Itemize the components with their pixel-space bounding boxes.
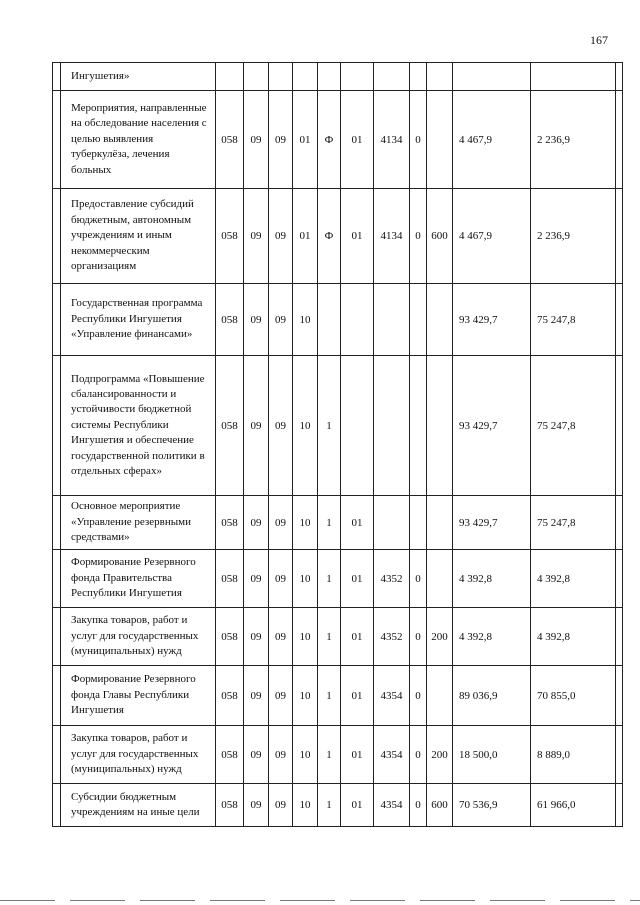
- program-code-cell: 10: [293, 356, 318, 496]
- row-marker-cell: [53, 63, 61, 91]
- amount-1-cell: 4 392,8: [453, 608, 531, 666]
- section-code-cell: [244, 63, 269, 91]
- subprogram-code-cell: 1: [318, 784, 341, 827]
- direction-code-cell: [374, 356, 410, 496]
- expense-type-cell: 600: [427, 189, 453, 284]
- amount-1-cell: [453, 63, 531, 91]
- event-code-cell: [341, 356, 374, 496]
- subprogram-code-cell: 1: [318, 726, 341, 784]
- ministry-code-cell: 058: [216, 726, 244, 784]
- amount-1-cell: 70 536,9: [453, 784, 531, 827]
- row-tail-cell: [616, 784, 623, 827]
- row-name-cell: Закупка товаров, работ и услуг для государственных (муниципальных) нужд: [61, 608, 216, 666]
- direction-code-cell: 4354: [374, 726, 410, 784]
- table-row: [53, 784, 623, 827]
- amount-2-cell: 61 966,0: [531, 784, 616, 827]
- row-name-cell: Субсидии бюджетным учреждениям на иные цели: [61, 784, 216, 827]
- program-code-cell: [293, 63, 318, 91]
- direction-code-cell: [374, 63, 410, 91]
- row-marker-cell: [53, 189, 61, 284]
- section-code-cell: 09: [244, 608, 269, 666]
- subprogram-code-cell: 1: [318, 496, 341, 550]
- direction-code-cell: 4352: [374, 608, 410, 666]
- subprogram-code-cell: [318, 284, 341, 356]
- program-code-cell: 10: [293, 496, 318, 550]
- amount-2-cell: 4 392,8: [531, 608, 616, 666]
- amount-2-cell: 4 392,8: [531, 550, 616, 608]
- expense-type-cell: [427, 284, 453, 356]
- budget-table: [52, 62, 623, 827]
- amount-1-cell: 4 467,9: [453, 189, 531, 284]
- event-code-cell: 01: [341, 608, 374, 666]
- amount-2-cell: [531, 63, 616, 91]
- table-row: [53, 496, 623, 550]
- row-name-cell: Основное мероприятие «Управление резервными средствами»: [61, 496, 216, 550]
- expense-type-cell: 600: [427, 784, 453, 827]
- row-marker-cell: [53, 356, 61, 496]
- section-code-cell: 09: [244, 784, 269, 827]
- section-code-cell: 09: [244, 550, 269, 608]
- expense-type-cell: [427, 550, 453, 608]
- event-code-cell: 01: [341, 666, 374, 726]
- program-code-cell: 10: [293, 726, 318, 784]
- row-name-cell: Ингушетия»: [61, 63, 216, 91]
- subsection-code-cell: 09: [269, 608, 293, 666]
- direction-code-cell: 4134: [374, 91, 410, 189]
- subsection-code-cell: 09: [269, 666, 293, 726]
- row-name-cell: Предоставление субсидий бюджетным, автономным учреждениям и иным некоммерческим организациям: [61, 189, 216, 284]
- subprogram-code-cell: 1: [318, 666, 341, 726]
- bottom-scan-rule: [0, 900, 640, 901]
- program-code-cell: 10: [293, 284, 318, 356]
- row-tail-cell: [616, 63, 623, 91]
- ministry-code-cell: 058: [216, 189, 244, 284]
- row-marker-cell: [53, 784, 61, 827]
- subsection-code-cell: 09: [269, 189, 293, 284]
- row-tail-cell: [616, 496, 623, 550]
- sub-code-cell: 0: [410, 666, 427, 726]
- sub-code-cell: 0: [410, 784, 427, 827]
- amount-1-cell: 93 429,7: [453, 496, 531, 550]
- direction-code-cell: 4354: [374, 666, 410, 726]
- event-code-cell: 01: [341, 91, 374, 189]
- subsection-code-cell: 09: [269, 91, 293, 189]
- row-marker-cell: [53, 91, 61, 189]
- direction-code-cell: 4134: [374, 189, 410, 284]
- ministry-code-cell: [216, 63, 244, 91]
- subsection-code-cell: 09: [269, 496, 293, 550]
- row-tail-cell: [616, 189, 623, 284]
- sub-code-cell: [410, 356, 427, 496]
- expense-type-cell: [427, 496, 453, 550]
- row-marker-cell: [53, 550, 61, 608]
- table-row: [53, 666, 623, 726]
- expense-type-cell: 200: [427, 608, 453, 666]
- row-name-cell: Государственная программа Республики Ингушетия «Управление финансами»: [61, 284, 216, 356]
- row-marker-cell: [53, 726, 61, 784]
- amount-1-cell: 93 429,7: [453, 356, 531, 496]
- row-tail-cell: [616, 550, 623, 608]
- direction-code-cell: [374, 284, 410, 356]
- row-tail-cell: [616, 91, 623, 189]
- event-code-cell: 01: [341, 784, 374, 827]
- table-row: [53, 356, 623, 496]
- table-row: [53, 550, 623, 608]
- expense-type-cell: [427, 91, 453, 189]
- ministry-code-cell: 058: [216, 784, 244, 827]
- program-code-cell: 10: [293, 666, 318, 726]
- event-code-cell: [341, 284, 374, 356]
- table-row: [53, 189, 623, 284]
- amount-1-cell: 4 467,9: [453, 91, 531, 189]
- program-code-cell: 01: [293, 91, 318, 189]
- amount-1-cell: 18 500,0: [453, 726, 531, 784]
- program-code-cell: 10: [293, 608, 318, 666]
- subsection-code-cell: [269, 63, 293, 91]
- ministry-code-cell: 058: [216, 666, 244, 726]
- section-code-cell: 09: [244, 666, 269, 726]
- subsection-code-cell: 09: [269, 726, 293, 784]
- expense-type-cell: [427, 666, 453, 726]
- row-name-cell: Формирование Резервного фонда Правительства Республики Ингушетия: [61, 550, 216, 608]
- ministry-code-cell: 058: [216, 284, 244, 356]
- section-code-cell: 09: [244, 189, 269, 284]
- program-code-cell: 10: [293, 784, 318, 827]
- ministry-code-cell: 058: [216, 91, 244, 189]
- sub-code-cell: 0: [410, 91, 427, 189]
- event-code-cell: 01: [341, 496, 374, 550]
- amount-2-cell: 70 855,0: [531, 666, 616, 726]
- event-code-cell: 01: [341, 189, 374, 284]
- sub-code-cell: 0: [410, 608, 427, 666]
- amount-2-cell: 75 247,8: [531, 356, 616, 496]
- row-tail-cell: [616, 356, 623, 496]
- direction-code-cell: 4354: [374, 784, 410, 827]
- table-row: [53, 91, 623, 189]
- expense-type-cell: 200: [427, 726, 453, 784]
- page-number: 167: [590, 33, 608, 47]
- amount-1-cell: 93 429,7: [453, 284, 531, 356]
- section-code-cell: 09: [244, 91, 269, 189]
- sub-code-cell: [410, 496, 427, 550]
- sub-code-cell: 0: [410, 189, 427, 284]
- budget-table-body: [53, 63, 623, 827]
- direction-code-cell: [374, 496, 410, 550]
- ministry-code-cell: 058: [216, 496, 244, 550]
- subprogram-code-cell: 1: [318, 356, 341, 496]
- amount-2-cell: 2 236,9: [531, 189, 616, 284]
- subprogram-code-cell: Ф: [318, 189, 341, 284]
- row-marker-cell: [53, 608, 61, 666]
- amount-1-cell: 4 392,8: [453, 550, 531, 608]
- ministry-code-cell: 058: [216, 550, 244, 608]
- row-marker-cell: [53, 284, 61, 356]
- subsection-code-cell: 09: [269, 784, 293, 827]
- table-row: [53, 726, 623, 784]
- program-code-cell: 01: [293, 189, 318, 284]
- row-name-cell: Мероприятия, направленные на обследование населения с целью выявления туберкулёза, лечения больных: [61, 91, 216, 189]
- amount-2-cell: 2 236,9: [531, 91, 616, 189]
- row-marker-cell: [53, 496, 61, 550]
- subsection-code-cell: 09: [269, 284, 293, 356]
- row-name-cell: Закупка товаров, работ и услуг для государственных (муниципальных) нужд: [61, 726, 216, 784]
- section-code-cell: 09: [244, 496, 269, 550]
- amount-2-cell: 75 247,8: [531, 284, 616, 356]
- subprogram-code-cell: 1: [318, 550, 341, 608]
- subsection-code-cell: 09: [269, 356, 293, 496]
- subprogram-code-cell: 1: [318, 608, 341, 666]
- amount-1-cell: 89 036,9: [453, 666, 531, 726]
- direction-code-cell: 4352: [374, 550, 410, 608]
- row-tail-cell: [616, 284, 623, 356]
- section-code-cell: 09: [244, 726, 269, 784]
- event-code-cell: 01: [341, 550, 374, 608]
- sub-code-cell: 0: [410, 550, 427, 608]
- row-tail-cell: [616, 666, 623, 726]
- amount-2-cell: 8 889,0: [531, 726, 616, 784]
- row-marker-cell: [53, 666, 61, 726]
- subprogram-code-cell: Ф: [318, 91, 341, 189]
- expense-type-cell: [427, 63, 453, 91]
- row-tail-cell: [616, 608, 623, 666]
- row-name-cell: Подпрограмма «Повышение сбалансированности и устойчивости бюджетной системы Республики Ингушетия и обеспечение государственной политики в отдельных сферах»: [61, 356, 216, 496]
- sub-code-cell: 0: [410, 726, 427, 784]
- expense-type-cell: [427, 356, 453, 496]
- ministry-code-cell: 058: [216, 356, 244, 496]
- section-code-cell: 09: [244, 284, 269, 356]
- sub-code-cell: [410, 63, 427, 91]
- row-name-cell: Формирование Резервного фонда Главы Республики Ингушетия: [61, 666, 216, 726]
- ministry-code-cell: 058: [216, 608, 244, 666]
- subsection-code-cell: 09: [269, 550, 293, 608]
- event-code-cell: 01: [341, 726, 374, 784]
- sub-code-cell: [410, 284, 427, 356]
- table-row: [53, 63, 623, 91]
- table-row: [53, 284, 623, 356]
- section-code-cell: 09: [244, 356, 269, 496]
- subprogram-code-cell: [318, 63, 341, 91]
- table-row: [53, 608, 623, 666]
- event-code-cell: [341, 63, 374, 91]
- program-code-cell: 10: [293, 550, 318, 608]
- row-tail-cell: [616, 726, 623, 784]
- amount-2-cell: 75 247,8: [531, 496, 616, 550]
